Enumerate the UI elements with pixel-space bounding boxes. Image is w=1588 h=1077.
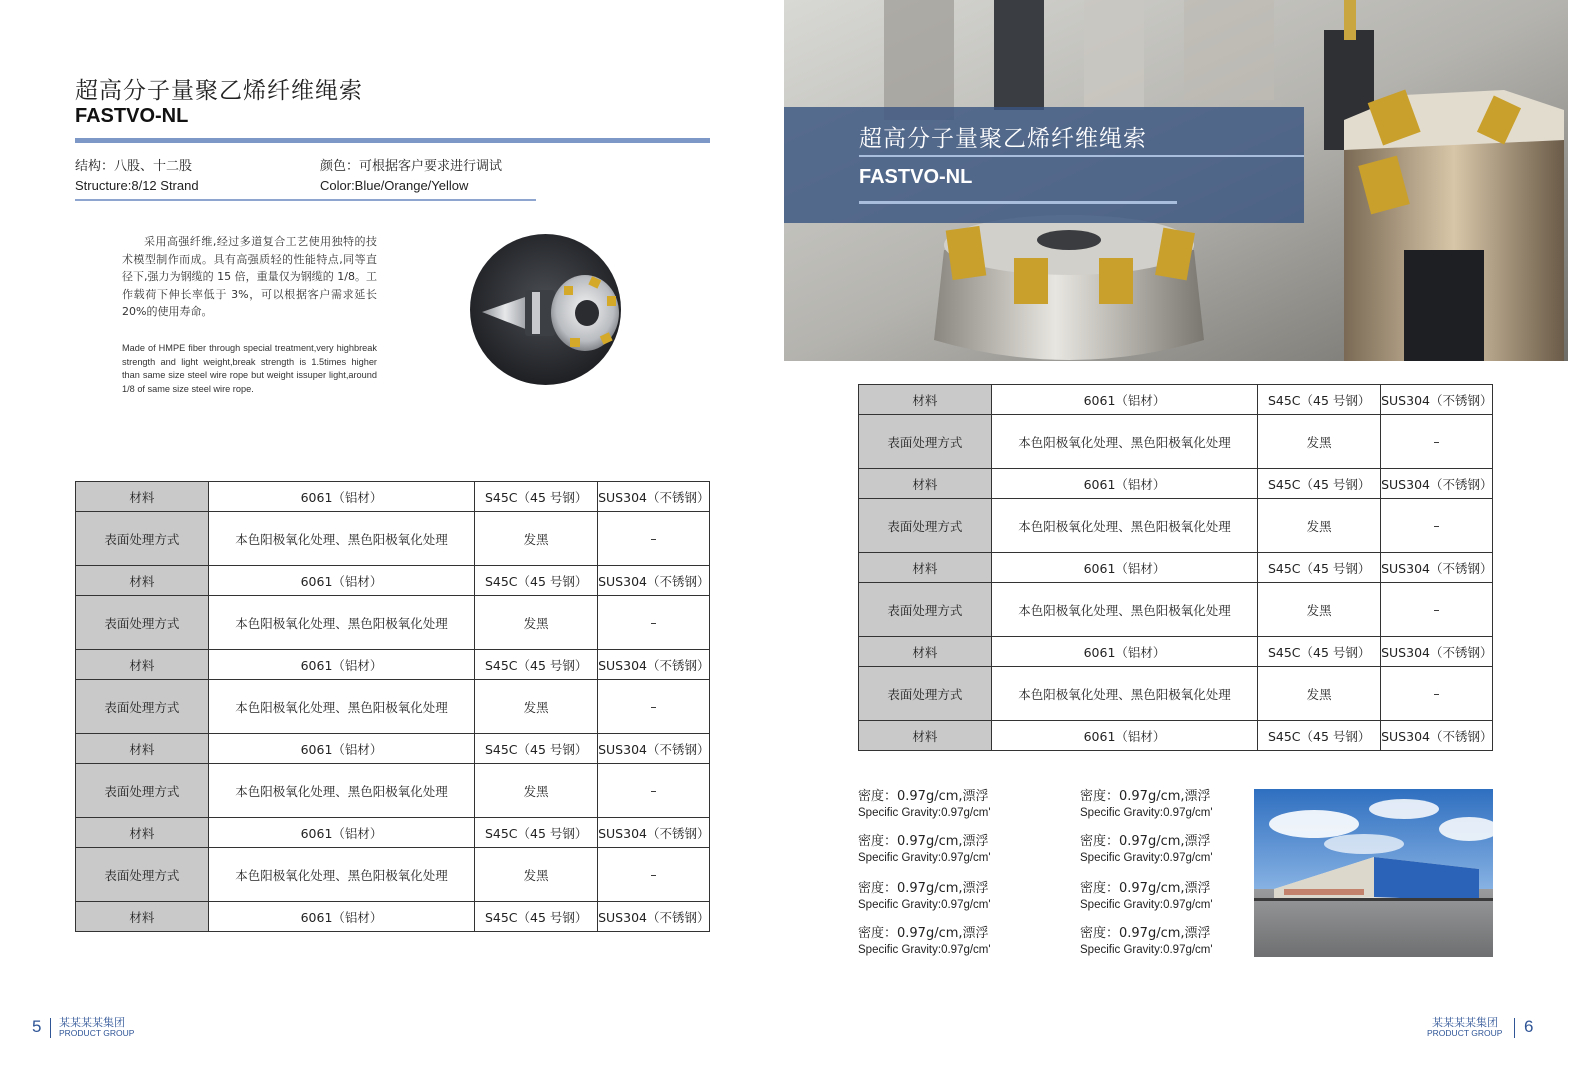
hero-divider-bottom — [859, 201, 1177, 204]
density-spec — [858, 925, 991, 959]
material-label: 材料 — [859, 637, 992, 667]
surface-none: – — [598, 848, 710, 902]
material-label: 材料 — [76, 482, 209, 512]
material-aluminum: 6061（铝材） — [208, 818, 475, 848]
table-row — [859, 583, 1493, 637]
material-label: 材料 — [76, 734, 209, 764]
surface-anodize: 本色阳极氧化处理、黑色阳极氧化处理 — [208, 596, 475, 650]
material-label: 材料 — [76, 650, 209, 680]
density-cn: 密度：0.97g/cm,漂浮 — [1080, 834, 1211, 849]
density-spec — [858, 788, 991, 822]
surface-label: 表面处理方式 — [859, 667, 992, 721]
material-aluminum: 6061（铝材） — [208, 566, 475, 596]
table-row — [859, 415, 1493, 469]
material-steel: S45C（45 号钢） — [475, 566, 598, 596]
surface-none: – — [598, 596, 710, 650]
cutting-tools-photo — [784, 0, 1568, 361]
material-aluminum: 6061（铝材） — [991, 553, 1258, 583]
surface-blacken: 发黑 — [1258, 583, 1381, 637]
page-title-en: FASTVO-NL — [75, 105, 189, 127]
surface-anodize: 本色阳极氧化处理、黑色阳极氧化处理 — [208, 512, 475, 566]
footer-divider — [50, 1018, 51, 1038]
surface-none: – — [1381, 667, 1493, 721]
table-row — [859, 721, 1493, 751]
surface-none: – — [598, 512, 710, 566]
color-spec — [320, 157, 502, 195]
density-spec — [858, 880, 991, 914]
description-en: Made of HMPE fiber through special treatment,very highbreak strength and light weight,break strength is 1.5times higher than same size steel wire rope but weight issuper light,around 1/8 of same size steel wire rope. — [122, 343, 377, 394]
density-en: Specific Gravity:0.97g/cm' — [858, 899, 991, 911]
material-stainless: SUS304（不锈钢） — [598, 902, 710, 932]
material-stainless: SUS304（不锈钢） — [598, 650, 710, 680]
density-en: Specific Gravity:0.97g/cm' — [858, 944, 991, 956]
surface-anodize: 本色阳极氧化处理、黑色阳极氧化处理 — [991, 415, 1258, 469]
surface-anodize: 本色阳极氧化处理、黑色阳极氧化处理 — [991, 499, 1258, 553]
material-steel: S45C（45 号钢） — [475, 818, 598, 848]
material-aluminum: 6061（铝材） — [991, 469, 1258, 499]
material-steel: S45C（45 号钢） — [1258, 721, 1381, 751]
density-cn: 密度：0.97g/cm,漂浮 — [1080, 789, 1211, 804]
table-row — [76, 566, 710, 596]
density-spec — [1080, 880, 1213, 914]
color-cn: 颜色：可根据客户要求进行调试 — [320, 159, 503, 174]
density-en: Specific Gravity:0.97g/cm' — [1080, 944, 1213, 956]
page-number: 5 — [32, 1017, 42, 1036]
surface-blacken: 发黑 — [475, 512, 598, 566]
table-row — [76, 482, 710, 512]
material-label: 材料 — [859, 469, 992, 499]
page-5 — [0, 0, 784, 1077]
surface-label: 表面处理方式 — [76, 512, 209, 566]
surface-label: 表面处理方式 — [859, 499, 992, 553]
density-cn: 密度：0.97g/cm,漂浮 — [1080, 881, 1211, 896]
density-spec — [1080, 788, 1213, 822]
footer-org: 某某某某集团 — [59, 1017, 125, 1029]
density-en: Specific Gravity:0.97g/cm' — [858, 852, 991, 864]
material-stainless: SUS304（不锈钢） — [1381, 469, 1493, 499]
table-row — [76, 848, 710, 902]
table-row — [859, 667, 1493, 721]
spec-divider — [75, 199, 536, 201]
surface-label: 表面处理方式 — [76, 848, 209, 902]
density-spec — [858, 833, 991, 867]
surface-none: – — [1381, 415, 1493, 469]
table-row — [76, 512, 710, 566]
material-aluminum: 6061（铝材） — [208, 482, 475, 512]
material-aluminum: 6061（铝材） — [991, 637, 1258, 667]
surface-none: – — [1381, 583, 1493, 637]
table-row — [76, 734, 710, 764]
material-stainless: SUS304（不锈钢） — [1381, 553, 1493, 583]
material-stainless: SUS304（不锈钢） — [1381, 385, 1493, 415]
surface-anodize: 本色阳极氧化处理、黑色阳极氧化处理 — [208, 848, 475, 902]
material-label: 材料 — [76, 818, 209, 848]
material-stainless: SUS304（不锈钢） — [598, 482, 710, 512]
spec-table-right — [858, 384, 1493, 751]
description-cn: 采用高强纤维,经过多道复合工艺使用独特的技术模型制作而成。具有高强质轻的性能特点,同等直径下,强力为钢缆的 15 倍，重量仅为钢缆的 1/8。工作载荷下伸长率低于 3%，可以根据客户需求延长 20%的使用寿命。 — [122, 235, 377, 318]
color-en: Color:Blue/Orange/Yellow — [320, 178, 469, 193]
table-row — [859, 469, 1493, 499]
material-aluminum: 6061（铝材） — [991, 721, 1258, 751]
surface-none: – — [598, 680, 710, 734]
material-steel: S45C（45 号钢） — [475, 734, 598, 764]
material-aluminum: 6061（铝材） — [991, 385, 1258, 415]
material-stainless: SUS304（不锈钢） — [598, 566, 710, 596]
density-spec — [1080, 833, 1213, 867]
material-stainless: SUS304（不锈钢） — [598, 818, 710, 848]
hero-title-en: FASTVO-NL — [859, 166, 973, 188]
material-label: 材料 — [76, 902, 209, 932]
structure-en: Structure:8/12 Strand — [75, 178, 199, 193]
material-steel: S45C（45 号钢） — [1258, 385, 1381, 415]
material-steel: S45C（45 号钢） — [1258, 469, 1381, 499]
material-stainless: SUS304（不锈钢） — [1381, 721, 1493, 751]
density-cn: 密度：0.97g/cm,漂浮 — [858, 881, 989, 896]
footer-org: 某某某某集团 — [1432, 1017, 1498, 1029]
structure-cn: 结构：八股、十二股 — [75, 159, 193, 174]
surface-blacken: 发黑 — [475, 848, 598, 902]
material-steel: S45C（45 号钢） — [1258, 553, 1381, 583]
material-label: 材料 — [859, 385, 992, 415]
table-row — [76, 650, 710, 680]
surface-blacken: 发黑 — [475, 764, 598, 818]
milling-cutter-photo — [470, 234, 621, 385]
hero-divider-top — [859, 155, 1304, 157]
page-title-cn: 超高分子量聚乙烯纤维绳索 — [75, 78, 363, 104]
table-row — [859, 553, 1493, 583]
density-spec — [1080, 925, 1213, 959]
surface-label: 表面处理方式 — [76, 680, 209, 734]
surface-anodize: 本色阳极氧化处理、黑色阳极氧化处理 — [208, 764, 475, 818]
surface-label: 表面处理方式 — [859, 415, 992, 469]
material-aluminum: 6061（铝材） — [208, 734, 475, 764]
density-cn: 密度：0.97g/cm,漂浮 — [1080, 926, 1211, 941]
structure-spec — [75, 157, 199, 195]
table-row — [859, 499, 1493, 553]
surface-blacken: 发黑 — [1258, 415, 1381, 469]
table-row — [76, 596, 710, 650]
surface-anodize: 本色阳极氧化处理、黑色阳极氧化处理 — [991, 667, 1258, 721]
material-label: 材料 — [859, 553, 992, 583]
material-aluminum: 6061（铝材） — [208, 902, 475, 932]
table-row — [76, 764, 710, 818]
table-row — [76, 680, 710, 734]
surface-blacken: 发黑 — [475, 680, 598, 734]
factory-building-photo — [1254, 789, 1493, 957]
hero-title-cn: 超高分子量聚乙烯纤维绳索 — [859, 126, 1147, 152]
table-row — [76, 818, 710, 848]
table-row — [859, 637, 1493, 667]
material-aluminum: 6061（铝材） — [208, 650, 475, 680]
material-label: 材料 — [859, 721, 992, 751]
surface-blacken: 发黑 — [1258, 667, 1381, 721]
spec-table-left — [75, 481, 710, 932]
density-en: Specific Gravity:0.97g/cm' — [1080, 899, 1213, 911]
footer-group: PRODUCT GROUP — [1427, 1028, 1503, 1038]
density-en: Specific Gravity:0.97g/cm' — [1080, 807, 1213, 819]
material-label: 材料 — [76, 566, 209, 596]
surface-none: – — [598, 764, 710, 818]
material-steel: S45C（45 号钢） — [475, 902, 598, 932]
material-steel: S45C（45 号钢） — [475, 482, 598, 512]
density-cn: 密度：0.97g/cm,漂浮 — [858, 834, 989, 849]
title-divider — [75, 138, 710, 143]
footer-group: PRODUCT GROUP — [59, 1028, 135, 1038]
surface-label: 表面处理方式 — [76, 764, 209, 818]
surface-blacken: 发黑 — [1258, 499, 1381, 553]
material-steel: S45C（45 号钢） — [1258, 637, 1381, 667]
page-6 — [784, 0, 1588, 1077]
footer-divider — [1514, 1018, 1515, 1038]
surface-label: 表面处理方式 — [76, 596, 209, 650]
table-row — [859, 385, 1493, 415]
surface-label: 表面处理方式 — [859, 583, 992, 637]
surface-anodize: 本色阳极氧化处理、黑色阳极氧化处理 — [991, 583, 1258, 637]
material-stainless: SUS304（不锈钢） — [598, 734, 710, 764]
material-stainless: SUS304（不锈钢） — [1381, 637, 1493, 667]
density-cn: 密度：0.97g/cm,漂浮 — [858, 926, 989, 941]
surface-blacken: 发黑 — [475, 596, 598, 650]
material-steel: S45C（45 号钢） — [475, 650, 598, 680]
surface-none: – — [1381, 499, 1493, 553]
density-en: Specific Gravity:0.97g/cm' — [1080, 852, 1213, 864]
page-number: 6 — [1524, 1017, 1534, 1036]
density-en: Specific Gravity:0.97g/cm' — [858, 807, 991, 819]
table-row — [76, 902, 710, 932]
density-cn: 密度：0.97g/cm,漂浮 — [858, 789, 989, 804]
surface-anodize: 本色阳极氧化处理、黑色阳极氧化处理 — [208, 680, 475, 734]
